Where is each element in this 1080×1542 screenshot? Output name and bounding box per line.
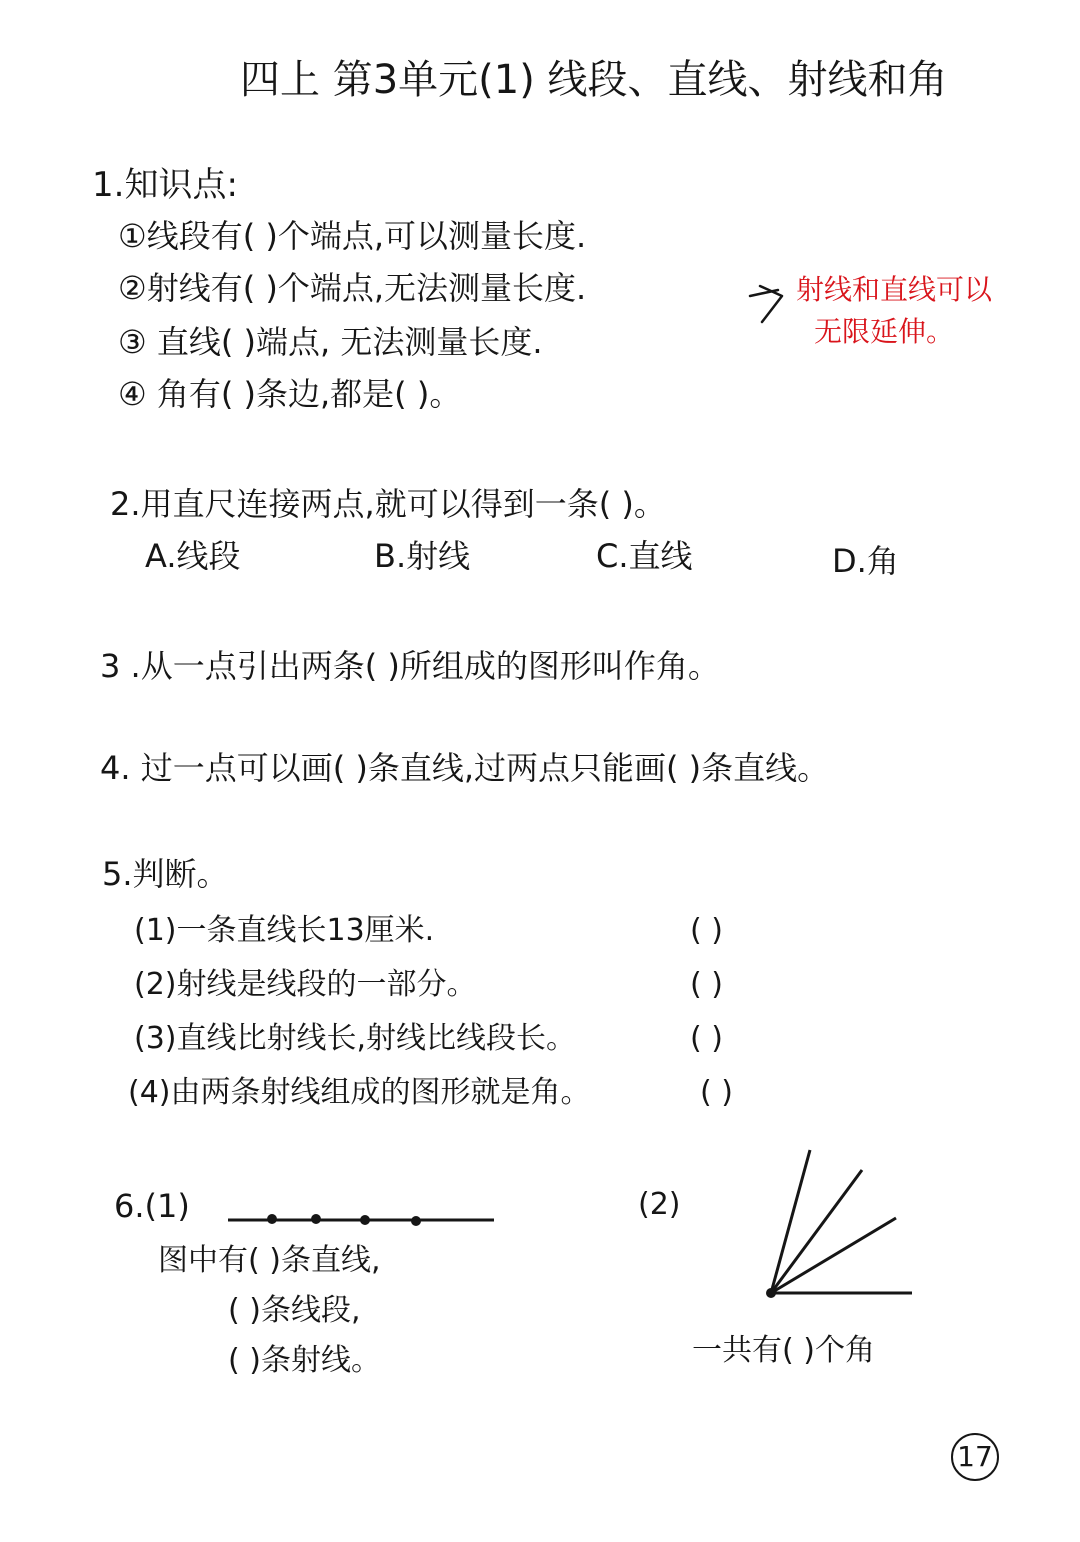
point-4 [411, 1216, 421, 1226]
option-b: B.射线 [374, 537, 471, 575]
segment-figure [228, 1214, 494, 1226]
knowledge-item-4: ④ 角有( )条边,都是( )。 [118, 375, 462, 413]
option-d: D.角 [832, 542, 899, 580]
judge-item-3-text: (3)直线比射线长,射线比线段长。 [134, 1021, 577, 1056]
section1-heading: 1.知识点: [92, 165, 238, 205]
question-6-part1-label: 6.(1) [114, 1187, 190, 1225]
question-5-heading: 5.判断。 [102, 855, 229, 893]
point-3 [360, 1215, 370, 1225]
q6-part1-line2: ( )条线段, [228, 1293, 361, 1328]
question-6-part2-label: (2) [638, 1187, 681, 1222]
page-title: 四上 第3单元(1) 线段、直线、射线和角 [240, 57, 948, 103]
judge-item-1-blank: ( ) [690, 913, 723, 948]
note-arrow-icon [750, 286, 782, 322]
option-c: C.直线 [596, 537, 693, 575]
knowledge-item-3: ③ 直线( )端点, 无法测量长度. [118, 323, 543, 361]
question-3: 3 .从一点引出两条( )所组成的图形叫作角。 [100, 647, 720, 685]
judge-item-3-blank: ( ) [690, 1021, 723, 1056]
point-1 [267, 1214, 277, 1224]
page-number: 17 [951, 1433, 999, 1481]
point-2 [311, 1214, 321, 1224]
judge-item-4-text: (4)由两条射线组成的图形就是角。 [128, 1075, 591, 1110]
question-4: 4. 过一点可以画( )条直线,过两点只能画( )条直线。 [100, 749, 830, 787]
judge-item-1-text: (1)一条直线长13厘米. [134, 913, 435, 948]
red-note-line2: 无限延伸。 [814, 315, 955, 348]
judge-item-2-text: (2)射线是线段的一部分。 [134, 967, 477, 1002]
question-2: 2.用直尺连接两点,就可以得到一条( )。 [110, 485, 666, 523]
angle-figure [766, 1150, 912, 1298]
judge-item-2-blank: ( ) [690, 967, 723, 1002]
red-note-line1: 射线和直线可以 [796, 273, 993, 306]
knowledge-item-1: ①线段有( )个端点,可以测量长度. [118, 217, 587, 255]
ray-2 [771, 1170, 862, 1293]
q6-part1-line1: 图中有( )条直线, [158, 1243, 381, 1278]
q6-part2-text: 一共有( )个角 [692, 1333, 875, 1368]
vertex-point [766, 1288, 776, 1298]
option-a: A.线段 [145, 537, 241, 575]
q6-part1-line3: ( )条射线。 [228, 1343, 381, 1378]
judge-item-4-blank: ( ) [700, 1075, 733, 1110]
knowledge-item-2: ②射线有( )个端点,无法测量长度. [118, 269, 587, 307]
